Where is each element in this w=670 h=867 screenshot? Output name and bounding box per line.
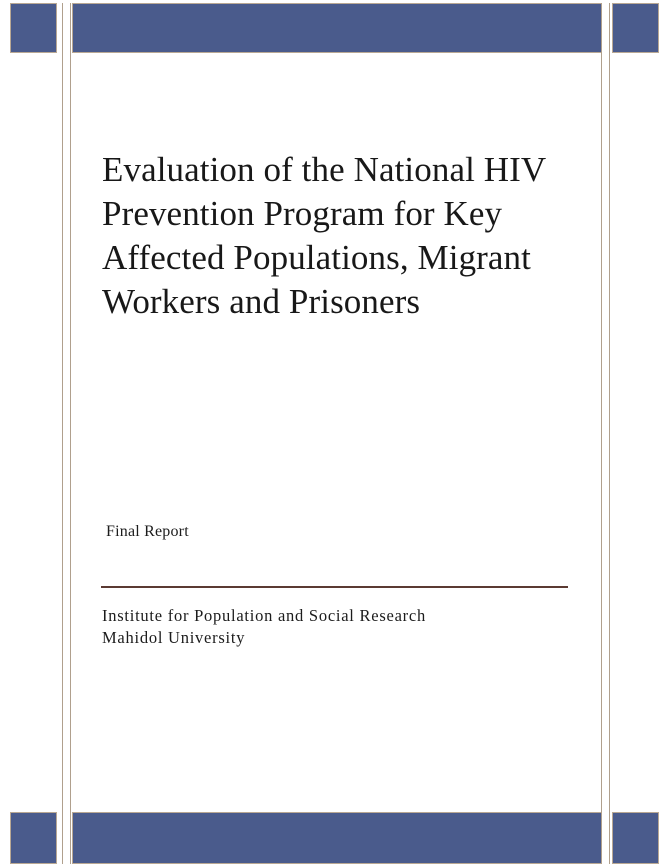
document-subtitle: Final Report — [106, 523, 189, 540]
vertical-rule-right-outer — [609, 3, 610, 864]
horizontal-divider — [101, 586, 568, 588]
document-title: Evaluation of the National HIV Prevention Program for Key Affected Populations, Migrant Workers and Prisoners — [102, 150, 546, 321]
cover-content — [101, 0, 571, 867]
affiliation-institute: Institute for Population and Social Research — [102, 606, 426, 625]
decorative-block-bottom-left — [10, 812, 57, 864]
decorative-block-top-right — [612, 3, 659, 53]
decorative-block-top-left — [10, 3, 57, 53]
decorative-block-bottom-right — [612, 812, 659, 864]
affiliation-block — [102, 605, 562, 649]
affiliation-university: Mahidol University — [102, 628, 246, 647]
vertical-rule-right-inner — [601, 3, 602, 864]
vertical-rule-left-outer — [62, 3, 63, 864]
vertical-rule-left-inner — [70, 3, 71, 864]
